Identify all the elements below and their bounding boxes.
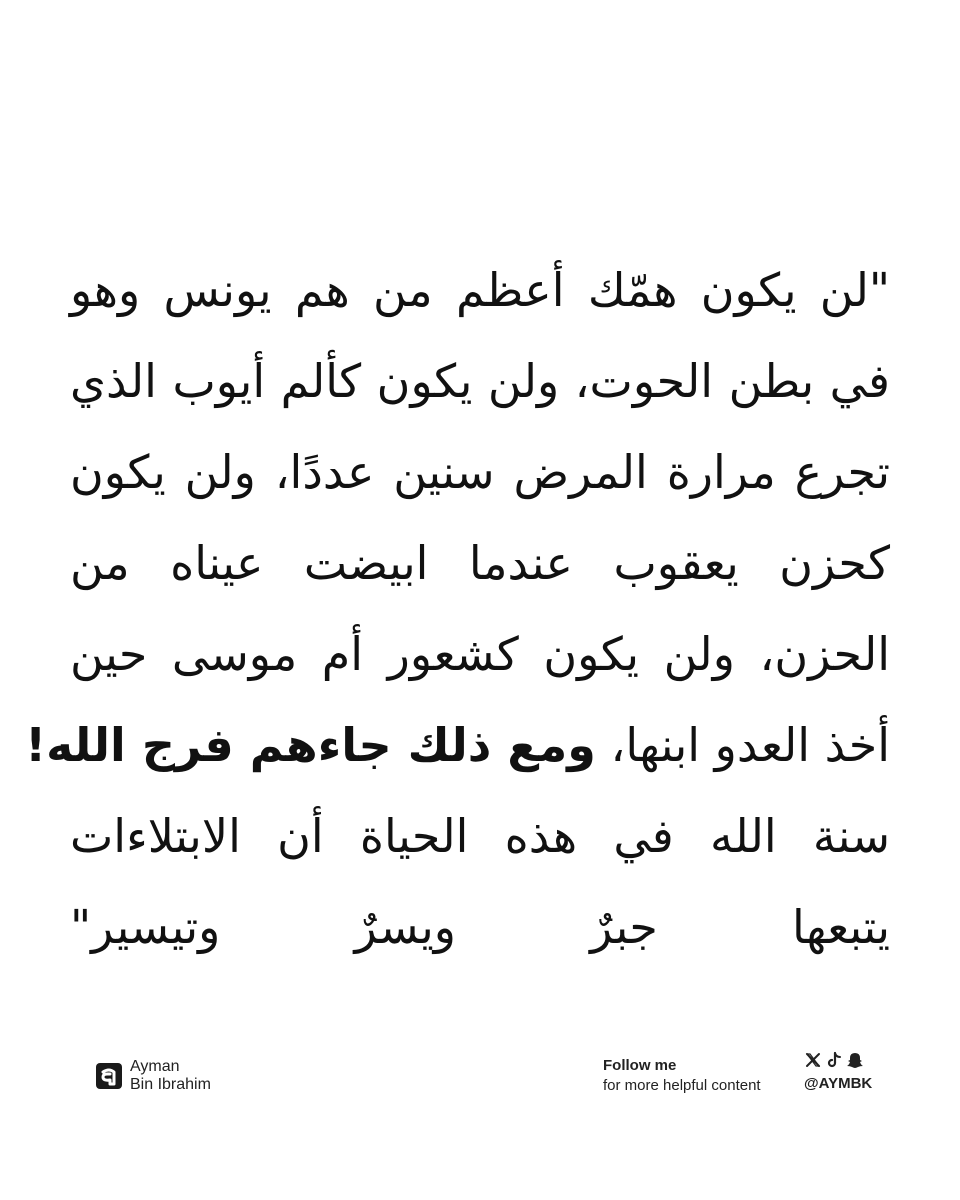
- quote-line: سنة الله في هذه الحياة أن الابتلاءات: [70, 809, 890, 863]
- quote-line: كحزن يعقوب عندما ابيضت عيناه من: [70, 536, 890, 590]
- social-handle: @AYMBK: [804, 1075, 873, 1092]
- brand-name-line1: Ayman: [130, 1058, 180, 1075]
- quote-line: "لن يكون همّك أعظم من هم يونس وهو: [70, 263, 890, 317]
- quote-line-emphasis: [25, 700, 890, 791]
- follow-subtitle: for more helpful content: [603, 1077, 761, 1094]
- quote-text: [25, 245, 890, 973]
- brand-logo-icon: [96, 1063, 122, 1089]
- quote-line: في بطن الحوت، ولن يكون كألم أيوب الذي: [70, 354, 890, 408]
- quote-line: تجرع مرارة المرض سنين عددًا، ولن يكون: [70, 445, 890, 499]
- tiktok-icon[interactable]: [825, 1051, 843, 1069]
- social-icons: [804, 1048, 872, 1072]
- quote-line: الحزن، ولن يكون كشعور أم موسى حين: [70, 627, 890, 681]
- snapchat-icon[interactable]: [846, 1051, 864, 1069]
- quote-bold-phrase: ومع ذلك جاءهم فرج الله!: [25, 718, 596, 772]
- quote-line: يتبعها جبرٌ ويسرٌ وتيسير": [70, 900, 890, 954]
- brand-name: [130, 1058, 211, 1094]
- social-block: [804, 1048, 872, 1092]
- brand-name-line2: Bin Ibrahim: [130, 1076, 211, 1093]
- follow-title: Follow me: [603, 1057, 677, 1074]
- x-icon[interactable]: [804, 1051, 822, 1069]
- quote-line-normal: أخذ العدو ابنها،: [595, 718, 890, 772]
- follow-block: [603, 1056, 761, 1095]
- brand: [96, 1058, 211, 1094]
